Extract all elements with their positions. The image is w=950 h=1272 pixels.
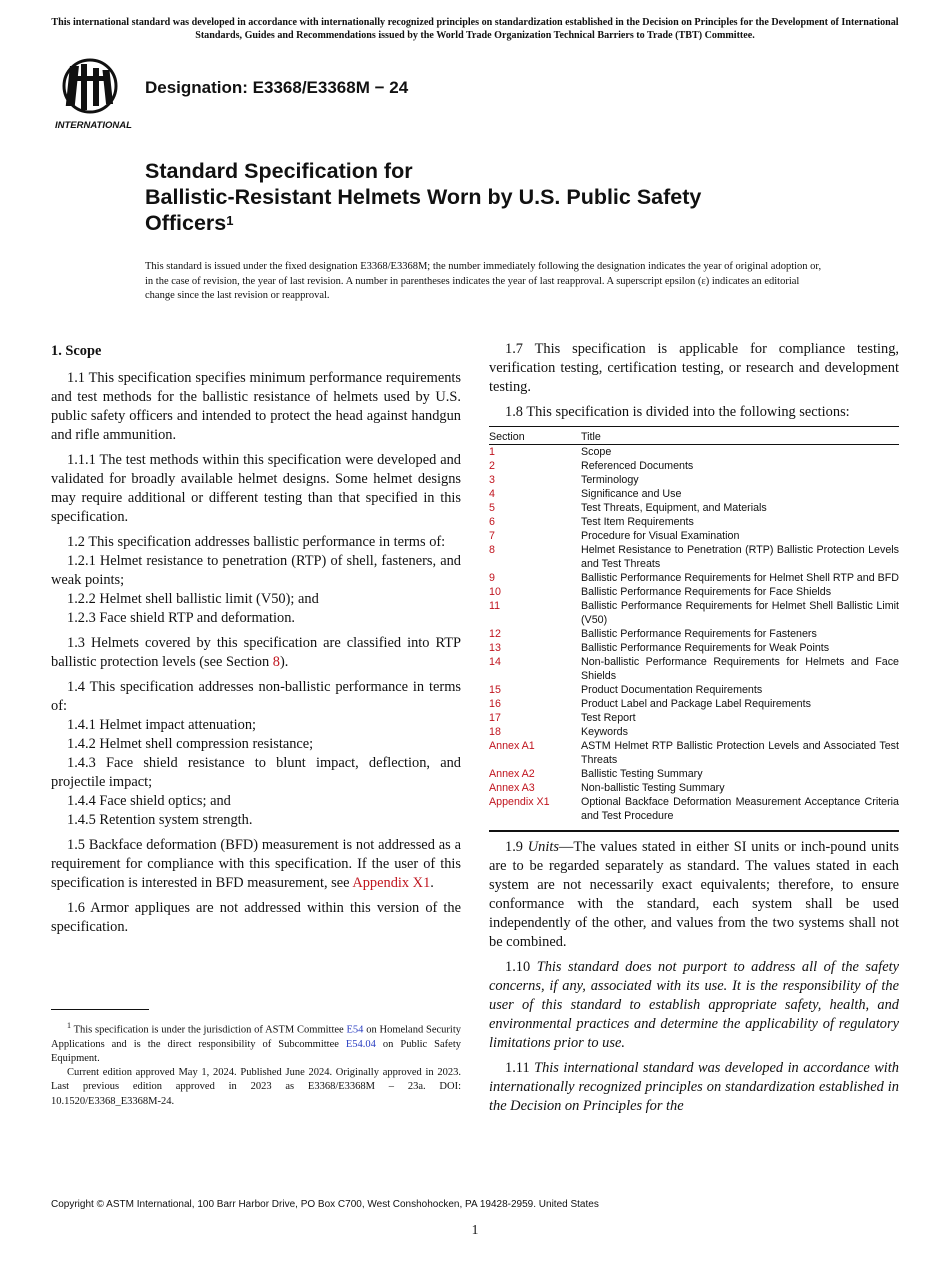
logo-subtext: INTERNATIONAL	[55, 120, 132, 131]
section-title: Helmet Resistance to Penetration (RTP) Ballistic Protection Levels and Test Threats	[581, 544, 899, 570]
para-1-4: 1.4 This specification addresses non-ballistic performance in terms of:	[51, 679, 461, 714]
designation: Designation: E3368/E3368M − 24	[145, 78, 409, 97]
footnote	[51, 1019, 461, 1109]
section-title: Test Report	[581, 712, 636, 724]
table-row	[489, 529, 899, 543]
right-column	[489, 340, 899, 1122]
table-row	[489, 487, 899, 501]
document-title	[145, 158, 701, 236]
table-row	[489, 711, 899, 725]
committee-e54-link[interactable]: E54	[346, 1024, 364, 1036]
section-link[interactable]: 5	[489, 502, 495, 514]
table-row	[489, 739, 899, 767]
footnote-jurisdiction: $^1$ This specification is under the jurisdiction of ASTM Committee E54 on Homeland Security Applications and is the direct responsibility of Subcommittee E54.04 on Public Safety Equipment.	[51, 1021, 461, 1064]
sections-table-wrap	[489, 426, 899, 832]
para-1-5: 1.5 Backface deformation (BFD) measurement is not addressed as a requirement for compliance with this specification. If the user of this specification is interested in BFD measurement, see Appendix X1.	[51, 837, 461, 891]
issue-note: This standard is issued under the fixed designation E3368/E3368M; the number immediately following the designation indicates the year of original adoption or, in the case of revision, the year of last revision. A number in parentheses indicates the year of last reapproval. A superscript epsilon (ε) indicates an editorial change since the last revision or reapproval.	[145, 261, 822, 302]
para-1-4-1: 1.4.1 Helmet impact attenuation;	[67, 717, 257, 733]
para-1-7: 1.7 This specification is applicable for compliance testing, verification testing, certification testing, or research and development testing.	[489, 341, 899, 395]
table-row	[489, 641, 899, 655]
para-1-4-4: 1.4.4 Face shield optics; and	[67, 793, 231, 809]
top-notice: This international standard was developed in accordance with internationally recognized principles on standardization established in the Decision on Principles for the Development of International Standards, Guides and Recommendations issued by the World Trade Organization Technical Barriers to Trade (TBT) Committee.	[51, 17, 899, 41]
table-row	[489, 543, 899, 571]
para-1-2-2: 1.2.2 Helmet shell ballistic limit (V50); and	[67, 591, 319, 607]
title-line-2: Ballistic-Resistant Helmets Worn by U.S. Public Safety	[145, 185, 702, 209]
section-title: Non-ballistic Performance Requirements for Helmets and Face Shields	[581, 656, 899, 682]
table-row	[489, 445, 899, 460]
section-link[interactable]: 6	[489, 516, 495, 528]
para-1-2: 1.2 This specification addresses ballistic performance in terms of:	[67, 534, 446, 550]
appendix-x1-link[interactable]: Appendix X1	[352, 875, 431, 891]
section-link[interactable]: 17	[489, 712, 501, 724]
section-title: Procedure for Visual Examination	[581, 530, 740, 542]
section-link[interactable]: 9	[489, 572, 495, 584]
section-title: Ballistic Performance Requirements for Helmet Shell RTP and BFD	[581, 572, 899, 584]
title-line-1: Standard Specification for	[145, 159, 413, 183]
page-number: 1	[471, 1222, 479, 1237]
section-link[interactable]: 4	[489, 488, 495, 500]
title-footnote-mark[interactable]: 1	[226, 213, 234, 228]
header-section: Section	[489, 427, 581, 445]
section-link[interactable]: 12	[489, 628, 501, 640]
sections-table	[489, 426, 899, 824]
table-row	[489, 781, 899, 795]
section-link[interactable]: 10	[489, 586, 501, 598]
para-1-4-2: 1.4.2 Helmet shell compression resistance;	[67, 736, 314, 752]
table-row	[489, 473, 899, 487]
section-title: Terminology	[581, 474, 639, 486]
table-row	[489, 501, 899, 515]
table-row	[489, 767, 899, 781]
table-row	[489, 683, 899, 697]
para-1-1: 1.1 This specification specifies minimum performance requirements and test methods for the ballistic resistance of helmets used by U.S. public safety officers and intended to protect the head against handgun and rifle ammunition.	[51, 370, 461, 443]
section-title: Ballistic Performance Requirements for Helmet Shell Ballistic Limit (V50)	[581, 600, 899, 626]
para-1-2-3: 1.2.3 Face shield RTP and deformation.	[67, 610, 296, 626]
section-link[interactable]: 16	[489, 698, 501, 710]
table-row	[489, 725, 899, 739]
para-1-8: 1.8 This specification is divided into the following sections:	[505, 404, 850, 420]
section-link[interactable]: 3	[489, 474, 495, 486]
section-link[interactable]: 15	[489, 684, 501, 696]
section-link[interactable]: 2	[489, 460, 495, 472]
section-link[interactable]: Appendix X1	[489, 796, 550, 808]
section-title: Scope	[581, 446, 612, 458]
section-link[interactable]: 14	[489, 656, 501, 668]
para-1-9: 1.9 Units—The values stated in either SI units or inch-pound units are to be regarded separately as standard. The values stated in each system are not necessarily exact equivalents; therefore, to ensure conformance with the standard, each system shall be used independently of the other, and values from the two systems shall not be combined.	[489, 839, 899, 950]
section-link[interactable]: Annex A3	[489, 782, 535, 794]
para-1-4-5: 1.4.5 Retention system strength.	[67, 812, 253, 828]
table-row	[489, 515, 899, 529]
table-row	[489, 599, 899, 627]
section-title: Product Label and Package Label Requirements	[581, 698, 811, 710]
para-1-3: 1.3 Helmets covered by this specification are classified into RTP ballistic protection levels (see Section 8).	[51, 635, 461, 670]
section-link[interactable]: 18	[489, 726, 501, 738]
table-row	[489, 459, 899, 473]
footnote-edition: Current edition approved May 1, 2024. Published June 2024. Originally approved in 2023. Last previous edition approved in 2023 as E3368/E3368M – 23a. DOI: 10.1520/E3368_E3368M-24.	[51, 1067, 461, 1107]
section-title: Product Documentation Requirements	[581, 684, 763, 696]
section-title: Ballistic Performance Requirements for Face Shields	[581, 586, 832, 598]
copyright: Copyright © ASTM International, 100 Barr Harbor Drive, PO Box C700, West Conshohocken, PA 19428-2959. United States	[51, 1199, 599, 1210]
scope-heading: 1. Scope	[51, 343, 102, 359]
table-row	[489, 585, 899, 599]
section-title: Test Threats, Equipment, and Materials	[581, 502, 767, 514]
section-title: Ballistic Performance Requirements for Weak Points	[581, 642, 830, 654]
subcommittee-e54-04-link[interactable]: E54.04	[345, 1038, 376, 1050]
sections-table-header	[489, 427, 899, 445]
left-column	[51, 340, 461, 943]
section-title: Ballistic Performance Requirements for Fasteners	[581, 628, 817, 640]
para-1-4-3: 1.4.3 Face shield resistance to blunt impact, deflection, and projectile impact;	[51, 755, 461, 790]
section-title: Keywords	[581, 726, 628, 738]
section-8-link[interactable]: 8	[272, 654, 280, 670]
para-1-2-1: 1.2.1 Helmet resistance to penetration (RTP) of shell, fasteners, and weak points;	[51, 553, 461, 588]
sections-table-body	[489, 445, 899, 825]
section-title: ASTM Helmet RTP Ballistic Protection Levels and Associated Test Threats	[581, 740, 899, 766]
para-1-11: 1.11 This international standard was developed in accordance with internationally recognized principles on standardization established in the Decision on Principles for the	[489, 1060, 900, 1114]
table-row	[489, 697, 899, 711]
header-title: Title	[581, 427, 899, 445]
section-link[interactable]: 13	[489, 642, 501, 654]
section-link[interactable]: 1	[489, 446, 495, 458]
section-link[interactable]: 11	[489, 600, 501, 612]
title-line-3: Officers$^1$	[145, 211, 234, 235]
section-title: Non-ballistic Testing Summary	[581, 782, 725, 794]
para-1-1-1: 1.1.1 The test methods within this specification were developed and validated for broadly available helmet designs. Some helmet designs may require additional or different testing than that specified in this specification.	[51, 452, 461, 525]
para-1-10: 1.10 This standard does not purport to address all of the safety concerns, if any, associated with its use. It is the responsibility of the user of this standard to establish appropriate safety, health, and environmental practices and determine the applicability of regulatory limitations prior to use.	[489, 959, 899, 1051]
table-row	[489, 795, 899, 824]
table-row	[489, 627, 899, 641]
para-1-6: 1.6 Armor appliques are not addressed within this version of the specification.	[51, 900, 461, 935]
section-title: Referenced Documents	[581, 460, 694, 472]
astm-logo	[53, 56, 135, 134]
section-title: Ballistic Testing Summary	[581, 768, 703, 780]
section-link[interactable]: 8	[489, 544, 495, 556]
section-link[interactable]: Annex A1	[489, 740, 535, 752]
section-link[interactable]: Annex A2	[489, 768, 535, 780]
section-title: Significance and Use	[581, 488, 682, 500]
table-row	[489, 571, 899, 585]
section-title: Optional Backface Deformation Measurement Acceptance Criteria and Test Procedure	[581, 796, 899, 822]
section-title: Test Item Requirements	[581, 516, 694, 528]
section-link[interactable]: 7	[489, 530, 495, 542]
table-row	[489, 655, 899, 683]
footnote-divider	[51, 1009, 149, 1010]
